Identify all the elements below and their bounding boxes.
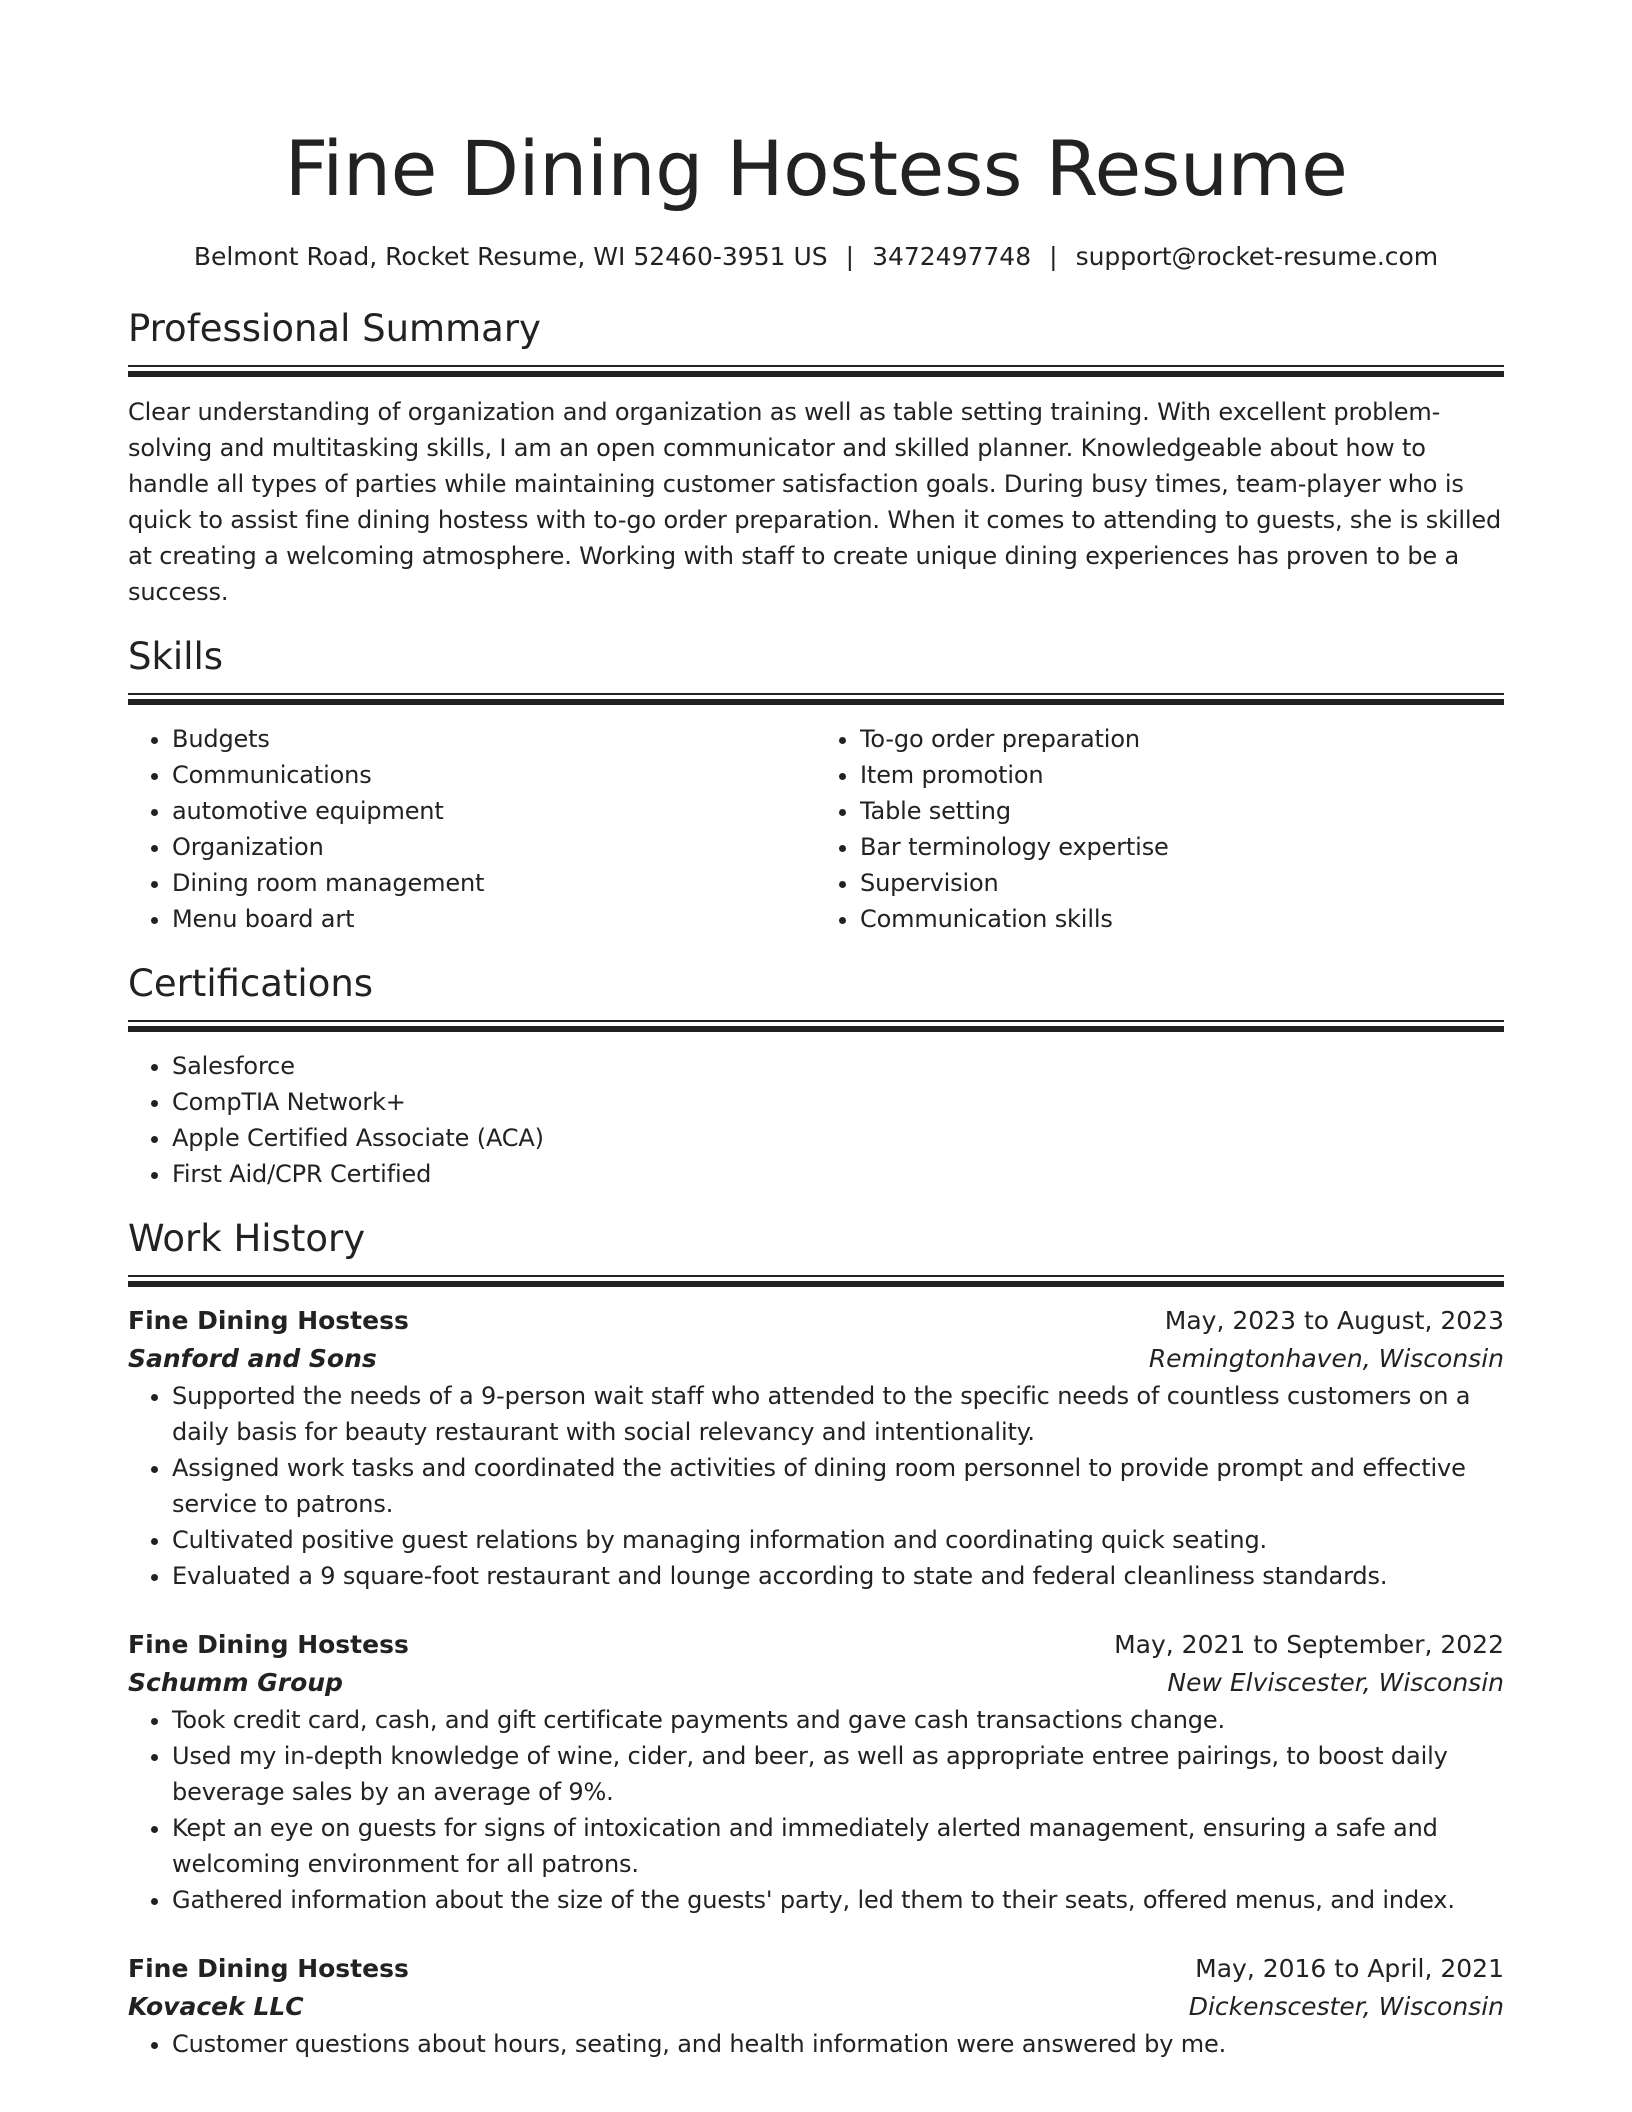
job-company: Schumm Group [128,1668,343,1697]
resume-page [128,0,1504,2062]
job-header [128,1950,1504,1988]
job-bullet: • Kept an eye on guests for signs of intoxication and immediately alerted management, ensuring a safe and welcoming environment for all patrons. [172,1810,1504,1882]
certification-item: • Apple Certified Associate (ACA) [172,1120,1504,1156]
section-heading-skills: Skills [128,635,224,678]
job-dates: May, 2023 to August, 2023 [1164,1306,1504,1335]
job-company: Sanford and Sons [128,1344,377,1373]
summary-text: Clear understanding of organization and organization as well as table setting training. With excellent problem-solving and multitasking skills, I am an open communicator and skilled planner. Knowledgeable about how to handle all types of parties while maintaining customer satisfaction goals. During busy times, team-player who is quick to assist fine dining hostess with to-go order preparation. When it comes to attending to guests, she is skilled at creating a welcoming atmosphere. Working with staff to create unique dining experiences has proven to be a success. [128,398,1502,606]
job-bullets [128,2026,1504,2062]
section-heading-work-history: Work History [128,1217,366,1260]
section-divider [128,693,1504,706]
job-company: Kovacek LLC [128,1992,304,2021]
job-entry [128,1302,1504,1594]
certifications-section [128,962,1504,1192]
job-bullets [128,1702,1504,1918]
job-title: Fine Dining Hostess [128,1306,409,1335]
job-dates: May, 2021 to September, 2022 [1114,1630,1504,1659]
contact-separator: | [1049,242,1058,271]
job-entry [128,1950,1504,2062]
job-entry [128,1626,1504,1918]
skill-item: • Table setting [860,793,1504,829]
contact-email: support@rocket-resume.com [1075,242,1439,271]
job-bullet: • Supported the needs of a 9-person wait staff who attended to the specific needs of countless customers on a daily basis for beauty restaurant with social relevancy and intentionality. [172,1378,1504,1450]
skill-item: • Communication skills [860,901,1504,937]
contact-address: Belmont Road, Rocket Resume, WI 52460-3951 US [193,242,828,271]
section-divider [128,1020,1504,1033]
job-title: Fine Dining Hostess [128,1954,409,1983]
resume-title: Fine Dining Hostess Resume [284,124,1348,213]
summary-section [128,307,1504,610]
work-history-section [128,1217,1504,2062]
job-dates: May, 2016 to April, 2021 [1195,1954,1504,1983]
job-bullet: • Evaluated a 9 square-foot restaurant and lounge according to state and federal cleanliness standards. [172,1558,1504,1594]
skill-item: • Budgets [172,721,816,757]
section-divider [128,365,1504,378]
certification-item: • CompTIA Network+ [172,1084,1504,1120]
job-location: Remingtonhaven, Wisconsin [1148,1344,1504,1373]
skill-item: • automotive equipment [172,793,816,829]
skill-item: • Dining room management [172,865,816,901]
job-header [128,1626,1504,1664]
job-bullet: • Used my in-depth knowledge of wine, cider, and beer, as well as appropriate entree pairings, to boost daily beverage sales by an average of 9%. [172,1738,1504,1810]
section-heading-certifications: Certifications [128,962,374,1005]
job-bullet: • Gathered information about the size of the guests' party, led them to their seats, offered menus, and index. [172,1882,1504,1918]
skills-column-right [816,721,1504,937]
contact-line [128,240,1504,274]
job-location: Dickenscester, Wisconsin [1188,1992,1504,2021]
job-subheader [128,1664,1504,1702]
job-bullet: • Took credit card, cash, and gift certificate payments and gave cash transactions change. [172,1702,1504,1738]
skills-section [128,635,1504,937]
job-bullets [128,1378,1504,1594]
skill-item: • Organization [172,829,816,865]
section-divider [128,1275,1504,1288]
contact-phone: 3472497748 [872,242,1032,271]
skill-item: • Supervision [860,865,1504,901]
skill-item: • To-go order preparation [860,721,1504,757]
job-bullet: • Customer questions about hours, seating, and health information were answered by me. [172,2026,1504,2062]
job-location: New Elviscester, Wisconsin [1167,1668,1504,1697]
section-heading-summary: Professional Summary [128,307,541,350]
skills-column-left [128,721,816,937]
job-bullet: • Cultivated positive guest relations by managing information and coordinating quick seating. [172,1522,1504,1558]
certification-item: • First Aid/CPR Certified [172,1156,1504,1192]
skill-item: • Communications [172,757,816,793]
job-header [128,1302,1504,1340]
skill-item: • Bar terminology expertise [860,829,1504,865]
skill-item: • Item promotion [860,757,1504,793]
job-subheader [128,1988,1504,2026]
contact-separator: | [845,242,855,271]
certification-item: • Salesforce [172,1048,1504,1084]
job-title: Fine Dining Hostess [128,1630,409,1659]
skill-item: • Menu board art [172,901,816,937]
job-bullet: • Assigned work tasks and coordinated the activities of dining room personnel to provide prompt and effective service to patrons. [172,1450,1504,1522]
skills-grid [128,721,1504,937]
job-subheader [128,1340,1504,1378]
